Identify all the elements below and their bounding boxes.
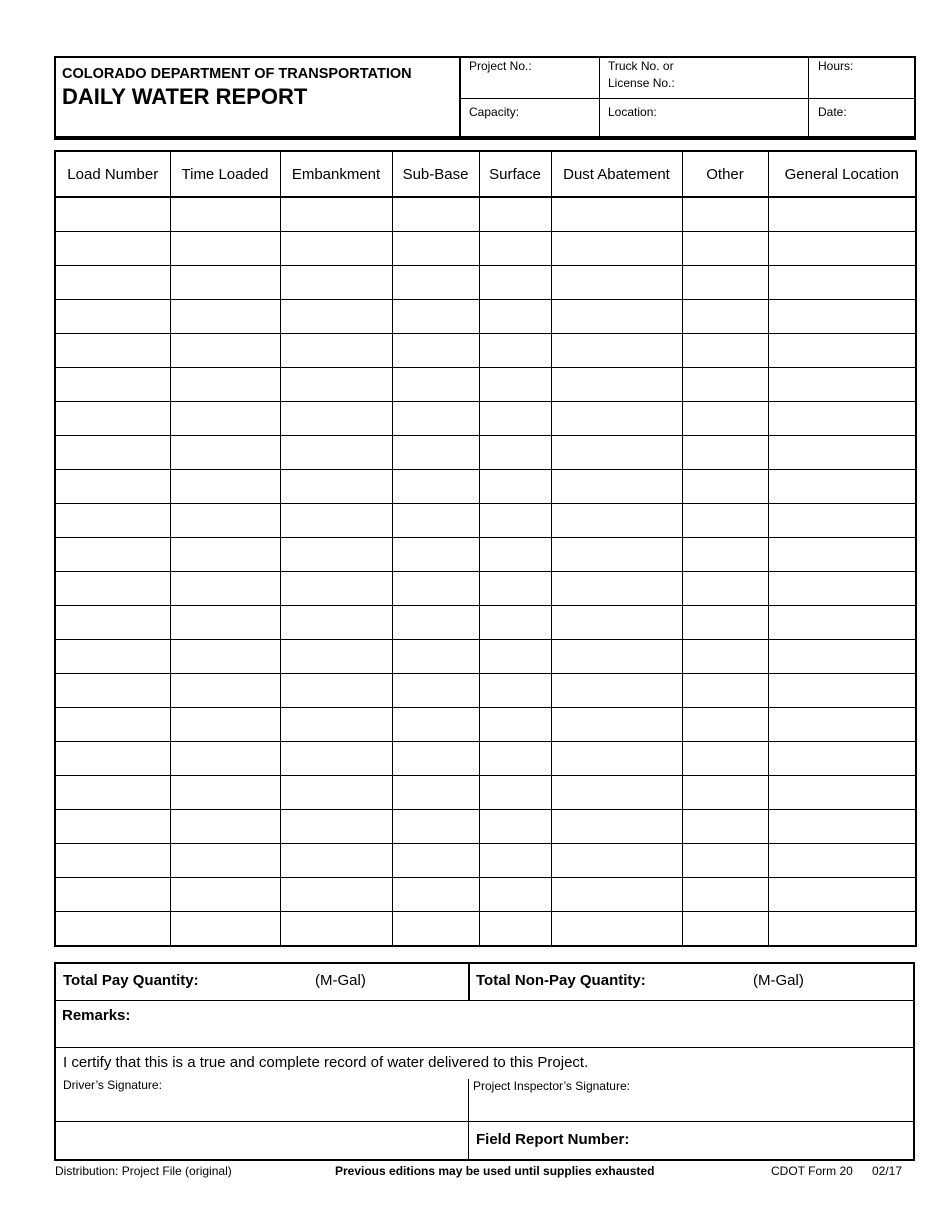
- table-cell[interactable]: [551, 708, 682, 742]
- table-cell[interactable]: [768, 606, 916, 640]
- table-cell[interactable]: [682, 368, 768, 402]
- table-cell[interactable]: [170, 470, 280, 504]
- table-cell[interactable]: [682, 402, 768, 436]
- column-header-load-number: Load Number: [55, 151, 170, 197]
- totals-divider: [468, 964, 470, 1000]
- column-header-time-loaded: Time Loaded: [170, 151, 280, 197]
- section-divider: [56, 1000, 913, 1001]
- driver-signature-field[interactable]: Driver’s Signature:: [63, 1078, 162, 1092]
- table-cell[interactable]: [170, 368, 280, 402]
- table-cell[interactable]: [55, 368, 170, 402]
- table-cell[interactable]: [55, 504, 170, 538]
- table-cell[interactable]: [479, 640, 551, 674]
- table-cell[interactable]: [551, 436, 682, 470]
- column-header-dust-abatement: Dust Abatement: [551, 151, 682, 197]
- table-cell[interactable]: [392, 402, 479, 436]
- table-cell[interactable]: [280, 470, 392, 504]
- table-cell[interactable]: [170, 504, 280, 538]
- table-cell[interactable]: [551, 368, 682, 402]
- table-cell[interactable]: [551, 334, 682, 368]
- table-cell[interactable]: [768, 742, 916, 776]
- table-cell[interactable]: [479, 606, 551, 640]
- table-cell[interactable]: [768, 197, 916, 232]
- table-cell[interactable]: [55, 844, 170, 878]
- report-title: DAILY WATER REPORT: [62, 84, 308, 109]
- table-cell[interactable]: [551, 197, 682, 232]
- table-cell[interactable]: [170, 606, 280, 640]
- table-cell[interactable]: [768, 640, 916, 674]
- table-cell[interactable]: [479, 572, 551, 606]
- table-cell[interactable]: [768, 470, 916, 504]
- form-revision: 02/17: [872, 1164, 903, 1178]
- table-cell[interactable]: [392, 844, 479, 878]
- editions-note: Previous editions may be used until supplies exhausted: [335, 1164, 655, 1178]
- table-cell[interactable]: [551, 810, 682, 844]
- table-cell[interactable]: [280, 436, 392, 470]
- table-cell[interactable]: [768, 708, 916, 742]
- table-cell[interactable]: [392, 572, 479, 606]
- table-cell[interactable]: [392, 232, 479, 266]
- table-cell[interactable]: [551, 572, 682, 606]
- table-cell[interactable]: [280, 504, 392, 538]
- table-cell[interactable]: [768, 810, 916, 844]
- table-cell[interactable]: [55, 538, 170, 572]
- capacity-field[interactable]: Capacity:: [469, 105, 520, 119]
- table-cell[interactable]: [392, 674, 479, 708]
- table-cell[interactable]: [768, 878, 916, 912]
- distribution-note: Distribution: Project File (original): [55, 1164, 232, 1178]
- table-row: [55, 300, 916, 334]
- table-cell[interactable]: [479, 538, 551, 572]
- table-cell[interactable]: [392, 300, 479, 334]
- table-cell[interactable]: [682, 504, 768, 538]
- table-cell[interactable]: [170, 742, 280, 776]
- table-cell[interactable]: [392, 878, 479, 912]
- table-cell[interactable]: [280, 776, 392, 810]
- table-cell[interactable]: [55, 572, 170, 606]
- table-row: [55, 742, 916, 776]
- remarks-field[interactable]: Remarks:: [62, 1007, 131, 1024]
- table-cell[interactable]: [280, 708, 392, 742]
- table-cell[interactable]: [55, 402, 170, 436]
- table-cell[interactable]: [551, 232, 682, 266]
- table-cell[interactable]: [479, 334, 551, 368]
- table-row: [55, 640, 916, 674]
- table-cell[interactable]: [55, 810, 170, 844]
- table-cell[interactable]: [551, 606, 682, 640]
- truck-no-label-line2: License No.:: [608, 76, 675, 90]
- date-field[interactable]: Date:: [818, 105, 847, 119]
- truck-no-label-line1: Truck No. or: [608, 59, 674, 73]
- table-row: [55, 470, 916, 504]
- table-cell[interactable]: [479, 402, 551, 436]
- table-cell[interactable]: [551, 742, 682, 776]
- table-cell[interactable]: [551, 640, 682, 674]
- location-field[interactable]: Location:: [608, 105, 657, 119]
- form-id: CDOT Form 20: [771, 1164, 853, 1178]
- table-cell[interactable]: [55, 334, 170, 368]
- inspector-signature-field[interactable]: Project Inspector’s Signature:: [473, 1079, 630, 1093]
- table-cell[interactable]: [768, 912, 916, 947]
- table-cell[interactable]: [551, 300, 682, 334]
- total-nonpay-unit: (M-Gal): [753, 972, 804, 989]
- table-cell[interactable]: [280, 640, 392, 674]
- table-cell[interactable]: [479, 436, 551, 470]
- table-cell[interactable]: [551, 776, 682, 810]
- table-cell[interactable]: [479, 197, 551, 232]
- table-cell[interactable]: [170, 810, 280, 844]
- table-cell[interactable]: [768, 674, 916, 708]
- table-cell[interactable]: [392, 334, 479, 368]
- table-cell[interactable]: [280, 674, 392, 708]
- table-cell[interactable]: [479, 708, 551, 742]
- table-row: [55, 572, 916, 606]
- table-cell[interactable]: [170, 878, 280, 912]
- table-cell[interactable]: [768, 776, 916, 810]
- table-cell[interactable]: [55, 197, 170, 232]
- table-row: [55, 504, 916, 538]
- table-cell[interactable]: [170, 232, 280, 266]
- table-cell[interactable]: [768, 572, 916, 606]
- organization-name: COLORADO DEPARTMENT OF TRANSPORTATION: [62, 66, 412, 82]
- table-cell[interactable]: [55, 300, 170, 334]
- table-cell[interactable]: [551, 674, 682, 708]
- table-cell[interactable]: [280, 742, 392, 776]
- table-cell[interactable]: [392, 368, 479, 402]
- header-row-divider: [460, 98, 914, 99]
- table-cell[interactable]: [682, 912, 768, 947]
- table-cell[interactable]: [170, 572, 280, 606]
- table-cell[interactable]: [551, 878, 682, 912]
- table-cell[interactable]: [551, 470, 682, 504]
- table-row: [55, 674, 916, 708]
- table-cell[interactable]: [682, 674, 768, 708]
- table-cell[interactable]: [170, 334, 280, 368]
- table-cell[interactable]: [280, 368, 392, 402]
- column-header-embankment: Embankment: [280, 151, 392, 197]
- table-cell[interactable]: [682, 266, 768, 300]
- table-cell[interactable]: [170, 776, 280, 810]
- table-cell[interactable]: [170, 674, 280, 708]
- column-header-sub-base: Sub-Base: [392, 151, 479, 197]
- table-cell[interactable]: [479, 878, 551, 912]
- table-cell[interactable]: [392, 538, 479, 572]
- table-cell[interactable]: [170, 708, 280, 742]
- table-cell[interactable]: [479, 470, 551, 504]
- table-cell[interactable]: [479, 674, 551, 708]
- table-cell[interactable]: [551, 538, 682, 572]
- table-row: [55, 810, 916, 844]
- table-cell[interactable]: [479, 742, 551, 776]
- table-cell[interactable]: [392, 436, 479, 470]
- table-cell[interactable]: [170, 640, 280, 674]
- table-row: [55, 708, 916, 742]
- table-cell[interactable]: [392, 708, 479, 742]
- table-cell[interactable]: [551, 504, 682, 538]
- table-cell[interactable]: [392, 640, 479, 674]
- table-cell[interactable]: [55, 878, 170, 912]
- table-cell[interactable]: [682, 197, 768, 232]
- table-row: [55, 538, 916, 572]
- table-cell[interactable]: [479, 776, 551, 810]
- table-row: [55, 844, 916, 878]
- total-pay-quantity-label[interactable]: Total Pay Quantity:: [63, 972, 199, 989]
- table-cell[interactable]: [280, 878, 392, 912]
- table-cell[interactable]: [551, 266, 682, 300]
- water-load-table: [54, 150, 917, 947]
- table-cell[interactable]: [479, 810, 551, 844]
- field-report-number-field[interactable]: Field Report Number:: [476, 1131, 630, 1148]
- table-cell[interactable]: [768, 538, 916, 572]
- table-cell[interactable]: [682, 776, 768, 810]
- table-cell[interactable]: [682, 232, 768, 266]
- table-cell[interactable]: [392, 606, 479, 640]
- table-cell[interactable]: [55, 776, 170, 810]
- table-cell[interactable]: [551, 844, 682, 878]
- table-cell[interactable]: [551, 912, 682, 947]
- table-cell[interactable]: [392, 742, 479, 776]
- table-cell[interactable]: [392, 470, 479, 504]
- table-cell[interactable]: [768, 300, 916, 334]
- table-cell[interactable]: [392, 266, 479, 300]
- table-row: [55, 878, 916, 912]
- table-cell[interactable]: [280, 606, 392, 640]
- table-cell[interactable]: [170, 197, 280, 232]
- table-cell[interactable]: [682, 606, 768, 640]
- table-cell[interactable]: [55, 232, 170, 266]
- table-cell[interactable]: [280, 912, 392, 947]
- table-cell[interactable]: [280, 197, 392, 232]
- table-cell[interactable]: [55, 436, 170, 470]
- table-cell[interactable]: [170, 538, 280, 572]
- table-cell[interactable]: [55, 674, 170, 708]
- table-cell[interactable]: [768, 504, 916, 538]
- table-cell[interactable]: [682, 436, 768, 470]
- table-cell[interactable]: [551, 402, 682, 436]
- total-nonpay-quantity-label[interactable]: Total Non-Pay Quantity:: [476, 972, 646, 989]
- table-cell[interactable]: [479, 844, 551, 878]
- table-cell[interactable]: [170, 266, 280, 300]
- table-cell[interactable]: [768, 368, 916, 402]
- table-cell[interactable]: [768, 266, 916, 300]
- table-row: [55, 402, 916, 436]
- certification-statement: I certify that this is a true and complete record of water delivered to this Project.: [63, 1054, 589, 1071]
- column-header-surface: Surface: [479, 151, 551, 197]
- table-cell[interactable]: [682, 640, 768, 674]
- table-cell[interactable]: [682, 572, 768, 606]
- truck-no-field[interactable]: [608, 58, 675, 92]
- table-cell[interactable]: [392, 912, 479, 947]
- table-header-row: [55, 151, 916, 197]
- table-cell[interactable]: [55, 606, 170, 640]
- table-row: [55, 232, 916, 266]
- table-cell[interactable]: [768, 436, 916, 470]
- column-header-other: Other: [682, 151, 768, 197]
- table-cell[interactable]: [479, 300, 551, 334]
- table-cell[interactable]: [55, 912, 170, 947]
- table-row: [55, 912, 916, 947]
- table-cell[interactable]: [392, 504, 479, 538]
- table-cell[interactable]: [55, 266, 170, 300]
- total-pay-unit: (M-Gal): [315, 972, 366, 989]
- table-cell[interactable]: [280, 810, 392, 844]
- table-cell[interactable]: [280, 402, 392, 436]
- section-divider: [56, 1047, 913, 1048]
- table-cell[interactable]: [280, 232, 392, 266]
- project-no-field[interactable]: Project No.:: [469, 59, 532, 73]
- table-row: [55, 368, 916, 402]
- table-cell[interactable]: [768, 232, 916, 266]
- table-cell[interactable]: [682, 470, 768, 504]
- table-cell[interactable]: [479, 368, 551, 402]
- table-cell[interactable]: [768, 334, 916, 368]
- table-cell[interactable]: [682, 300, 768, 334]
- table-cell[interactable]: [280, 300, 392, 334]
- section-divider: [56, 1121, 913, 1122]
- table-cell[interactable]: [55, 708, 170, 742]
- table-row: [55, 197, 916, 232]
- table-cell[interactable]: [170, 844, 280, 878]
- table-cell[interactable]: [682, 334, 768, 368]
- table-cell[interactable]: [280, 572, 392, 606]
- table-cell[interactable]: [479, 504, 551, 538]
- table-cell[interactable]: [682, 708, 768, 742]
- table-cell[interactable]: [280, 266, 392, 300]
- table-cell[interactable]: [280, 844, 392, 878]
- signature-divider: [468, 1079, 469, 1159]
- table-row: [55, 776, 916, 810]
- table-cell[interactable]: [392, 810, 479, 844]
- table-cell[interactable]: [55, 470, 170, 504]
- table-cell[interactable]: [682, 538, 768, 572]
- table-row: [55, 266, 916, 300]
- table-cell[interactable]: [479, 232, 551, 266]
- table-cell[interactable]: [280, 538, 392, 572]
- column-header-general-location: General Location: [768, 151, 916, 197]
- table-cell[interactable]: [682, 742, 768, 776]
- table-cell[interactable]: [768, 844, 916, 878]
- table-cell[interactable]: [392, 197, 479, 232]
- table-cell[interactable]: [170, 436, 280, 470]
- table-cell[interactable]: [479, 266, 551, 300]
- table-cell[interactable]: [682, 810, 768, 844]
- table-cell[interactable]: [280, 334, 392, 368]
- table-cell[interactable]: [170, 300, 280, 334]
- table-cell[interactable]: [55, 742, 170, 776]
- table-cell[interactable]: [170, 912, 280, 947]
- table-row: [55, 606, 916, 640]
- hours-field[interactable]: Hours:: [818, 59, 854, 73]
- table-cell[interactable]: [170, 402, 280, 436]
- table-cell[interactable]: [55, 640, 170, 674]
- table-cell[interactable]: [682, 844, 768, 878]
- table-cell[interactable]: [479, 912, 551, 947]
- table-row: [55, 436, 916, 470]
- table-row: [55, 334, 916, 368]
- table-cell[interactable]: [768, 402, 916, 436]
- table-cell[interactable]: [682, 878, 768, 912]
- table-cell[interactable]: [392, 776, 479, 810]
